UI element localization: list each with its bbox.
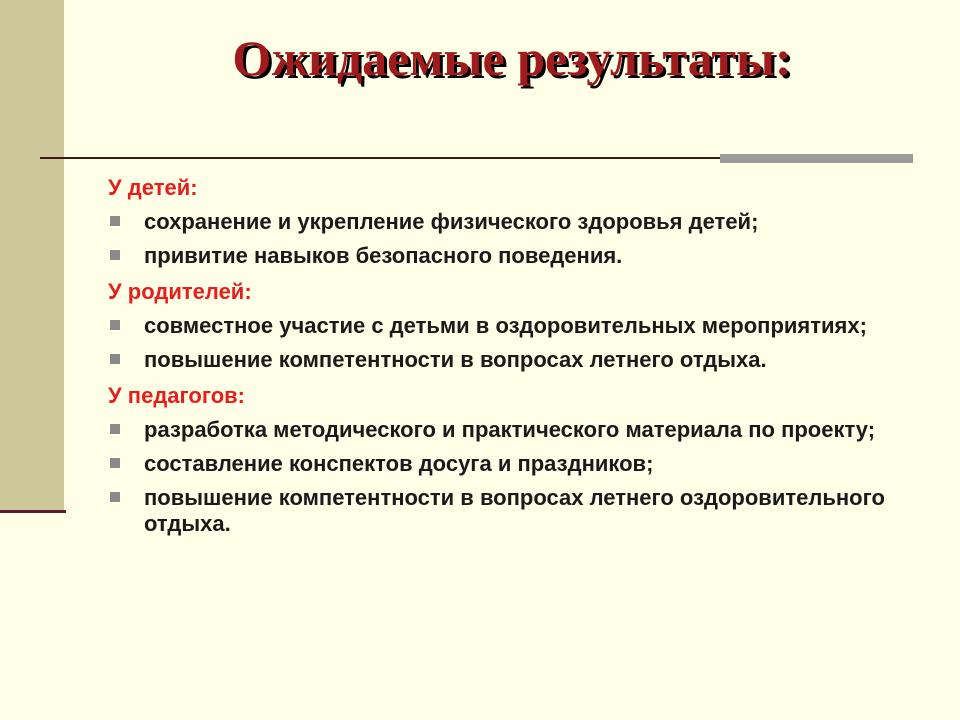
list-item-text: повышение компетентности в вопросах летнего оздоровительного отдыха. [144, 485, 885, 536]
left-decor-underline [0, 510, 66, 513]
list-item-text: составление конспектов досуга и праздников; [144, 451, 654, 476]
square-bullet-icon [110, 320, 120, 330]
square-bullet-icon [110, 458, 120, 468]
list-item-text: повышение компетентности в вопросах летнего отдыха. [144, 347, 767, 372]
slide-content [108, 170, 928, 545]
section-label-parents: У родителей: [108, 279, 252, 304]
section-label-children: У детей: [108, 175, 198, 200]
square-bullet-icon [110, 354, 120, 364]
list-item [108, 485, 928, 537]
square-bullet-icon [110, 424, 120, 434]
title-divider-line [40, 157, 720, 159]
list-item-text: привитие навыков безопасного поведения. [144, 243, 623, 268]
left-decor-band [0, 0, 64, 512]
slide-title: Ожидаемые результаты: [232, 30, 792, 86]
list-item [108, 209, 928, 235]
list-item-text: разработка методического и практического материала по проекту; [144, 417, 876, 442]
list-item [108, 243, 928, 269]
list-item [108, 451, 928, 477]
square-bullet-icon [110, 216, 120, 226]
list-item [108, 417, 928, 443]
list-item-text: совместное участие с детьми в оздоровительных мероприятиях; [144, 313, 867, 338]
square-bullet-icon [110, 492, 120, 502]
title-divider-bar [720, 150, 913, 166]
list-item-text: сохранение и укрепление физического здоровья детей; [144, 209, 759, 234]
list-item [108, 313, 928, 339]
list-item [108, 347, 928, 373]
section-label-teachers: У педагогов: [108, 383, 245, 408]
square-bullet-icon [110, 250, 120, 260]
